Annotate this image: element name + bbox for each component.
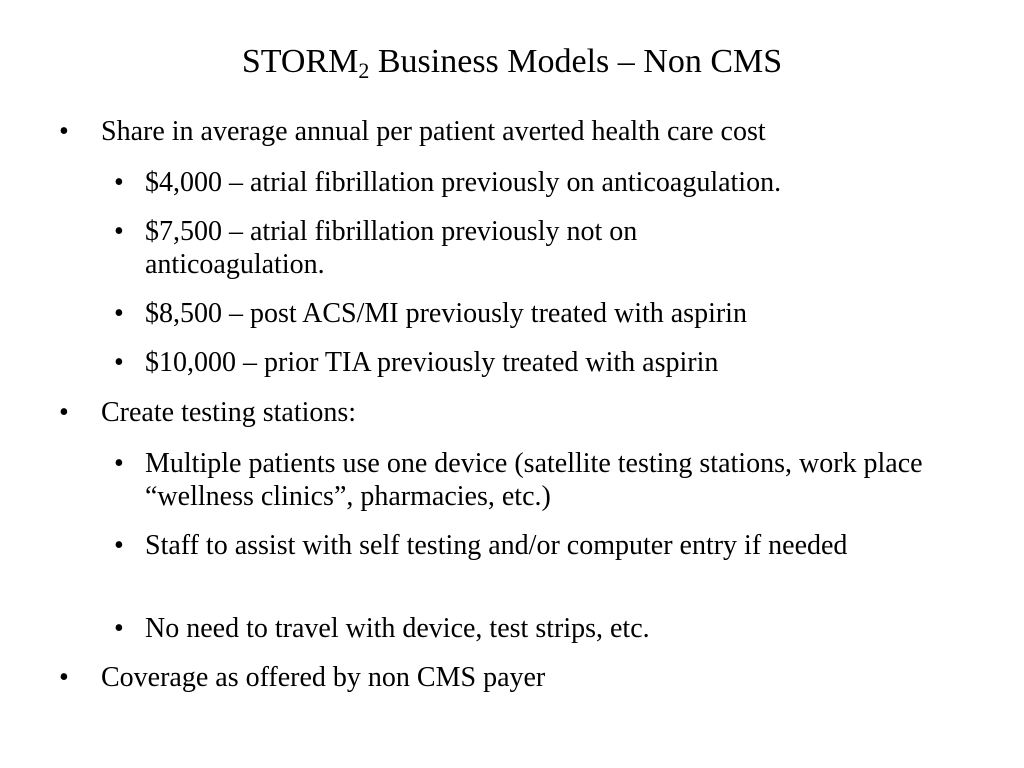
bullet-item-text: Share in average annual per patient averted health care cost: [101, 116, 766, 147]
bullet-item-text: No need to travel with device, test strips, etc.: [145, 613, 650, 644]
bullet-icon: •: [59, 397, 69, 428]
sub-bullet-item-4000: [114, 166, 965, 199]
bullet-item-text: Create testing stations:: [101, 397, 357, 428]
bullet-icon: •: [114, 613, 124, 644]
title-main: STORM: [241, 43, 359, 80]
bullet-item-text: $8,500 – post ACS/MI previously treated with aspirin: [145, 298, 747, 329]
sub-bullet-item-10000: [114, 346, 965, 379]
sub-bullet-item-7500: [114, 215, 785, 281]
slide-title: [0, 38, 1024, 86]
bullet-item-share-averted-cost: [59, 115, 981, 148]
bullet-icon: •: [114, 448, 124, 479]
bullet-item-text: $4,000 – atrial fibrillation previously on anticoagulation.: [145, 167, 782, 198]
bullet-item-text: $10,000 – prior TIA previously treated with aspirin: [145, 347, 719, 378]
bullet-icon: •: [59, 662, 69, 693]
bullet-icon: •: [114, 216, 124, 247]
sub-bullet-item-8500: [114, 297, 965, 330]
bullet-icon: •: [114, 530, 124, 561]
bullet-icon: •: [59, 116, 69, 147]
bullet-item-text: $7,500 – atrial fibrillation previously not on anticoagulation.: [145, 216, 638, 280]
bullet-icon: •: [114, 298, 124, 329]
sub-bullet-item-staff-assist: [114, 529, 925, 562]
bullet-item-text: Coverage as offered by non CMS payer: [101, 662, 546, 693]
bullet-item-coverage: [59, 661, 981, 694]
bullet-item-text: Multiple patients use one device (satellite testing stations, work place “wellness clinics”, pharmacies, etc.): [145, 448, 923, 512]
bullet-icon: •: [114, 347, 124, 378]
bullet-item-text: Staff to assist with self testing and/or computer entry if needed: [145, 530, 848, 561]
bullet-item-testing-stations: [59, 396, 981, 429]
title-subscript: 2: [358, 58, 370, 83]
bullet-icon: •: [114, 167, 124, 198]
sub-bullet-item-multiple-patients: [114, 447, 945, 513]
sub-bullet-item-no-travel: [114, 612, 965, 645]
title-rest: Business Models – Non CMS: [369, 43, 783, 80]
